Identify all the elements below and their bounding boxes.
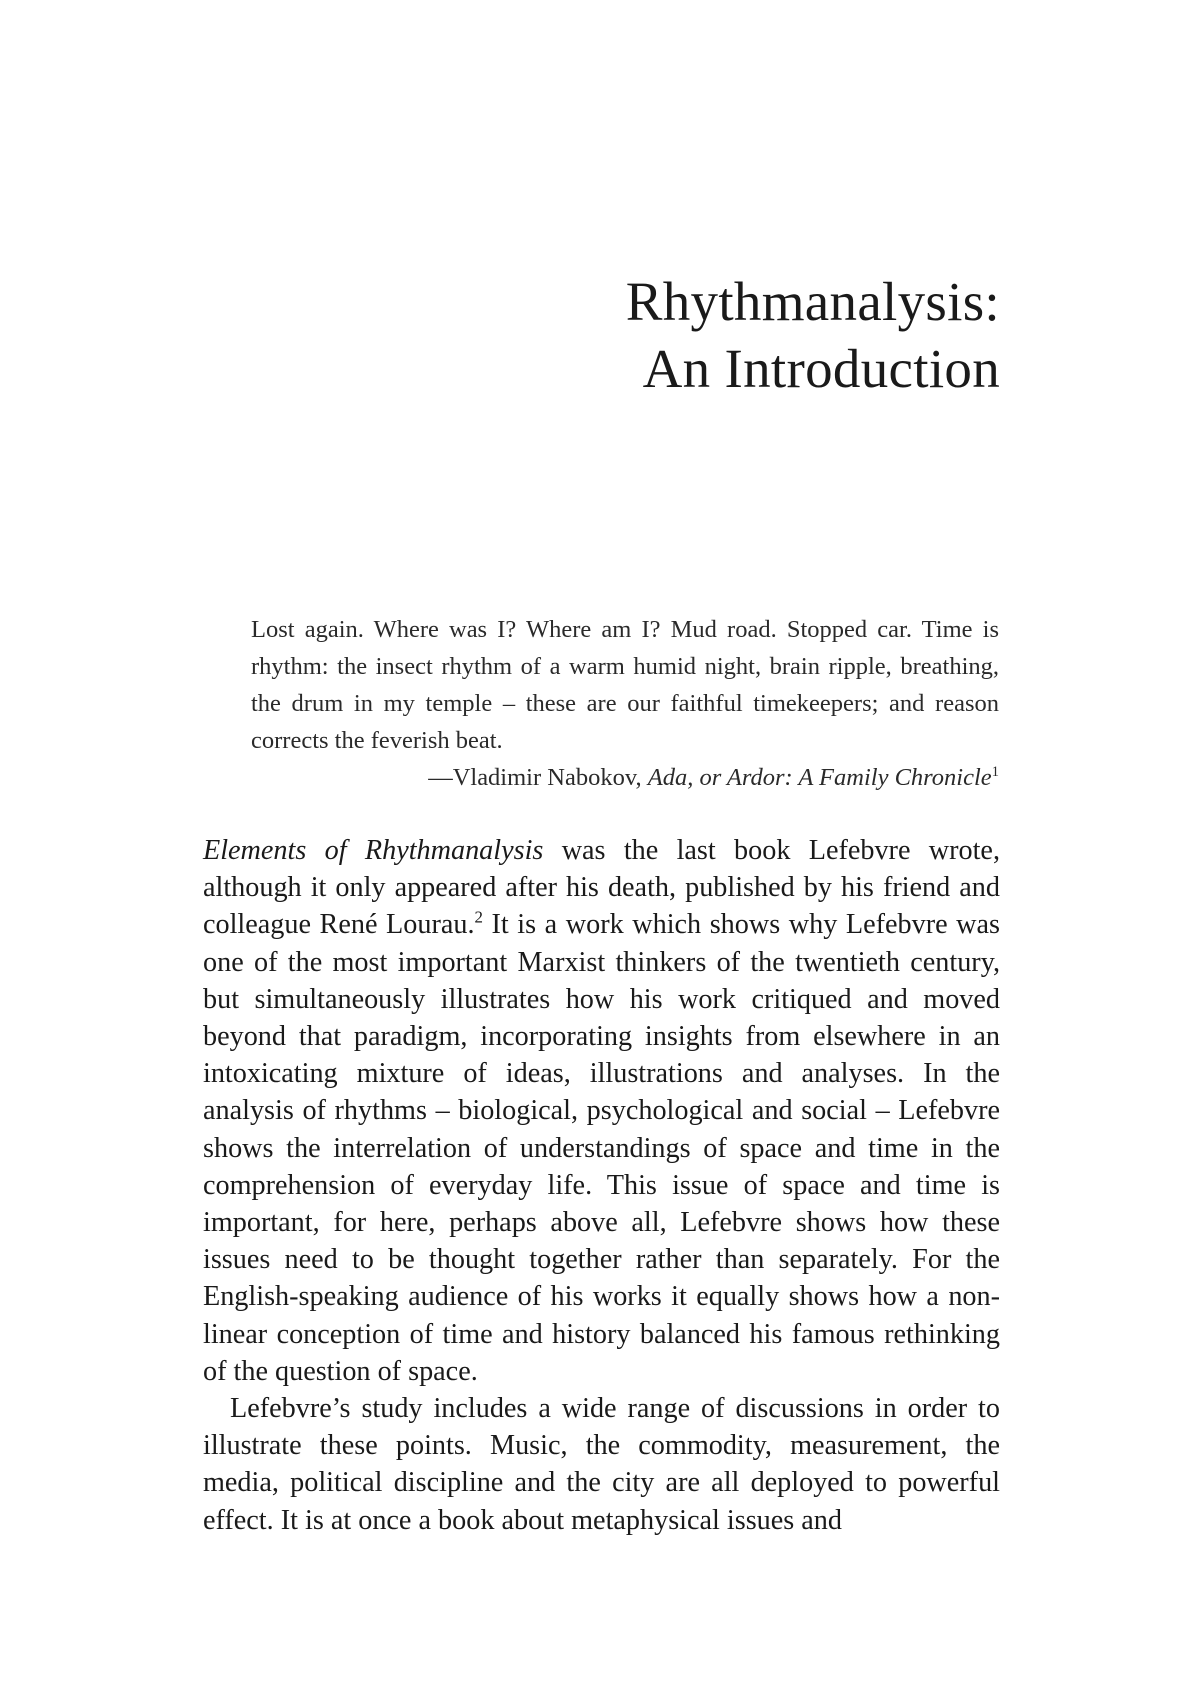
epigraph-quote: Lost again. Where was I? Where am I? Mud road. Stopped car. Time is rhythm: the insect rhythm of a warm humid night, brain ripple, breathing, the drum in my temple – these are our faithful timekeepers; and reason corrects the feverish beat. xyxy=(251,616,999,754)
body-text xyxy=(203,832,1000,1539)
epigraph-attribution xyxy=(251,759,999,796)
paragraph-1-text-part-1: was the last book Lefebvre wrote, although it only appeared after his death, published by his friend and colleague René Lourau. xyxy=(203,835,1000,941)
chapter-title-line-1: Rhythmanalysis: xyxy=(625,271,1000,332)
epigraph-author: —Vladimir Nabokov, xyxy=(428,764,648,791)
book-title: Elements of Rhythmanalysis xyxy=(203,835,544,866)
epigraph xyxy=(251,611,999,796)
epigraph-work-title: Ada, or Ardor: A Family Chronicle xyxy=(647,764,992,791)
chapter-title-line-2: An Introduction xyxy=(642,338,1000,399)
footnote-marker-1[interactable]: 1 xyxy=(991,763,999,780)
paragraph-1-text-part-2: It is a work which shows why Lefebvre was one of the most important Marxist thinkers of the twentieth century, but simultaneously illustrates how his work critiqued and moved beyond that paradigm, incorporating insights from elsewhere in an intoxicating mixture of ideas, illustrations and analyses. In the analysis of rhythms – biological, psychological and social – Lefebvre shows the interrelation of understandings of space and time in the comprehension of everyday life. This issue of space and time is important, for here, perhaps above all, Lefebvre shows how these issues need to be thought together rather than separately. For the English-speaking audience of his works it equally shows how a non-linear conception of time and history balanced his famous rethinking of the question of space. xyxy=(203,909,1000,1387)
body-paragraph-2: Lefebvre’s study includes a wide range of discussions in order to illustrate these points. Music, the commodity, measurement, the media, political discipline and the city are all deployed to powerful effect. It is at once a book about metaphysical issues and xyxy=(203,1393,1000,1536)
footnote-marker-2[interactable]: 2 xyxy=(474,908,483,928)
body-paragraph-1 xyxy=(203,832,1000,1390)
chapter-title xyxy=(400,268,1000,402)
